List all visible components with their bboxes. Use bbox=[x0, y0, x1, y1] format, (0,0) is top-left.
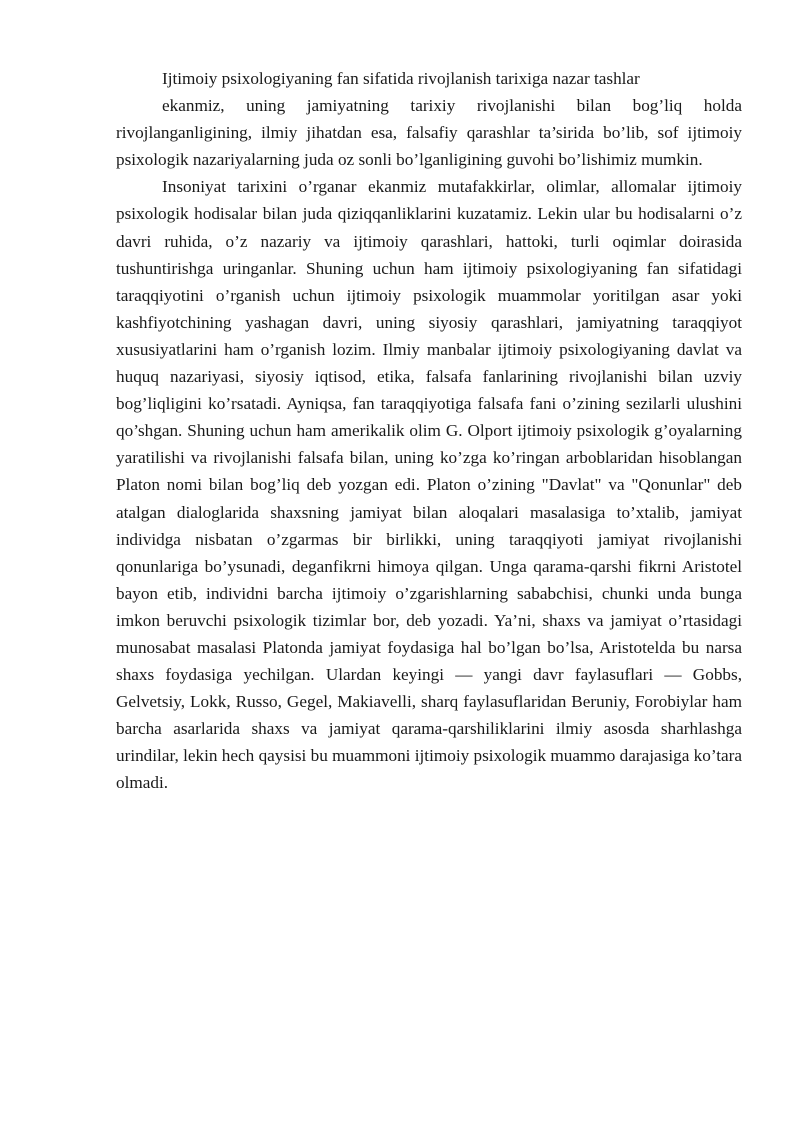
paragraph-main: Insoniyat tarixini o’rganar ekanmiz mutafakkirlar, olimlar, allomalar ijtimoiy psixologik hodisalar bilan juda qiziqqanliklarini kuzatamiz. Lekin ular bu hodisalarni o’z davri ruhida, o’z nazariy va ijtimoiy qarashlari, hattoki, turli oqimlar doirasida tushuntirishga uringanlar. Shuning uchun ham ijtimoiy psixologiyaning fan sifatidagi taraqqiyotini o’rganish uchun ijtimoiy psixologik muammolar yoritilgan asar yoki kashfiyotchining yashagan davri, uning siyosiy qarashlari, jamiyatning taraqqiyot xususiyatlarini ham o’rganish lozim. Ilmiy manbalar ijtimoiy psixologiyaning davlat va huquq nazariyasi, siyosiy iqtisod, etika, falsafa fanlarining rivojlanishi bilan uzviy bog’liqligini ko’rsatadi. Ayniqsa, fan taraqqiyotiga falsafa fani o’zining sezilarli ulushini qo’shgan. Shuning uchun ham amerikalik olim G. Olport ijtimoiy psixologik g’oyalarning yaratilishi va rivojlanishi falsafa bilan, uning ko’zga ko’ringan arboblaridan hisoblangan Platon nomi bilan bog’liq deb yozgan edi. Platon o’zining "Davlat" va "Qonunlar" deb atalgan dialoglarida shaxsning jamiyat bilan aloqalari masalasiga to’xtalib, jamiyat individga nisbatan o’zgarmas bir birlikki, uning taraqqiyoti jamiyat rivojlanishi qonunlariga bo’ysunadi, deganfikrni himoya qilgan. Unga qarama-qarshi fikrni Aristotel bayon etib, individni barcha ijtimoiy o’zgarishlarning sababchisi, chunki unda bunga imkon beruvchi psixologik tizimlar bor, deb yozadi. Ya’ni, shaxs va jamiyat o’rtasidagi munosabat masalasi Platonda jamiyat foydasiga hal bo’lgan bo’lsa, Aristotelda bu narsa shaxs foydasiga yechilgan. Ulardan keyingi — yangi davr faylasuflari — Gobbs, Gelvetsiy, Lokk, Russo, Gegel, Makiavelli, sharq faylasuflaridan Beruniy, Forobiylar ham barcha asarlarida shaxs va jamiyat qarama-qarshiliklarini ilmiy asosda sharhlashga urindilar, lekin hech qaysisi bu muammoni ijtimoiy psixologik muammo darajasiga ko’tara olmadi. bbox=[116, 177, 742, 793]
document-page bbox=[116, 65, 742, 797]
heading-line: Ijtimoiy psixologiyaning fan sifatida rivojlanish tarixiga nazar tashlar bbox=[162, 69, 640, 88]
paragraph-continuation: ekanmiz, uning jamiyatning tarixiy rivojlanishi bilan bog’liq holda rivojlanganligining, ilmiy jihatdan esa, falsafiy qarashlar ta’sirida bo’lib, sof ijtimoiy psixologik nazariyalarning juda oz sonli bo’lganligining guvohi bo’lishimiz mumkin. bbox=[116, 96, 742, 170]
